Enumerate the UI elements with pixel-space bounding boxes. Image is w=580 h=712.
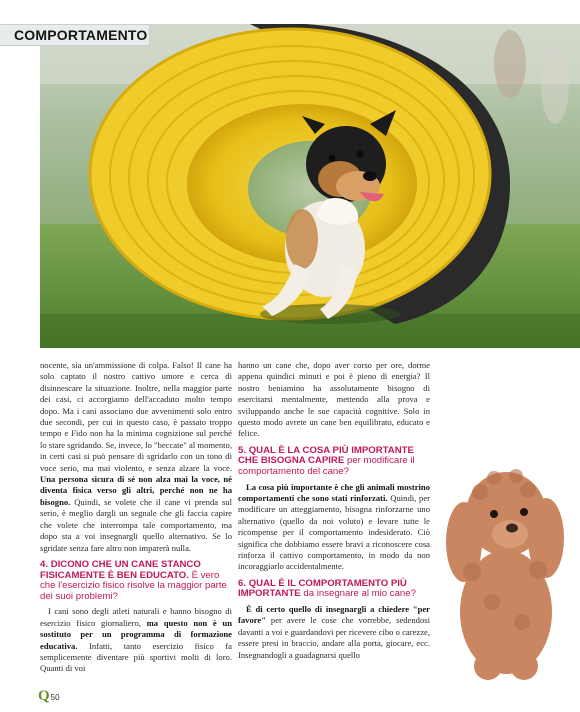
section-title: COMPORTAMENTO [14, 27, 148, 43]
question-heading-5 [238, 446, 430, 478]
paragraph: È di certo quello di insegnargli a chiedere "per favore" per avere le cose che vorrebbe, sedendosi davanti a voi e guardandovi per ricevere cibo o carezze, essere presi in braccio, andare alla porta, giocare, ecc. Insegnandogli a guadagnarsi quello [238, 604, 430, 660]
section-tab [0, 24, 150, 46]
page-footer [38, 689, 60, 703]
magazine-logo: Q [38, 688, 50, 704]
text-column-right [238, 360, 430, 661]
question-title: QUAL È LA COSA PIÙ IMPORTANTE CHE BISOGNA CAPIRE [238, 444, 414, 467]
question-subtitle: per modificare il comportamento del cane? [238, 455, 415, 478]
question-number: 4. [40, 558, 49, 570]
text-column-left [40, 360, 232, 675]
question-number: 6. [238, 577, 247, 589]
paragraph: hanno un cane che, dopo aver corso per ore, dorme appena quindici minuti e poi è pieno di energia? Il nostro beniamino ha assolutamente bisogno di esercitarsi mentalmente, mettendo alla prova e sviluppando anche le sue capacità cognitive. Solo in questo modo avrete un cane ben equilibrato, educato e felice. [238, 360, 430, 439]
question-title: QUAL È IL COMPORTAMENTO PIÙ IMPORTANTE [238, 577, 407, 600]
hero-photo-dog-agility-tunnel [40, 24, 580, 348]
paragraph: I cani sono degli atleti naturali e hanno bisogno di esercizio fisico giornaliero, ma questo non è un sostituto per un programma di formazione educativa. Infatti, tanto esercizio fisico fa semplicemente diventare più sportivi molti di loro. Quanti di voi [40, 606, 232, 674]
question-number: 5. [238, 444, 247, 456]
question-heading-6 [238, 579, 430, 600]
question-heading-4 [40, 560, 232, 602]
side-photo-poodle [432, 452, 580, 684]
question-subtitle: da insegnare al mio cane? [303, 588, 416, 600]
paragraph: La cosa più importante è che gli animali mostrino comportamenti che sono stati rinforzati. Quindi, per modificare un atteggiamento, bisogna rinforzarne uno alternativo (quello da noi voluto) e levare tutte le ricompense per il comportamento indesiderato. Ciò significa che dobbiamo essere bravi a riconoscere cosa rinforza il cattivo comportamento, in modo da non incoraggiarlo accidentalmente. [238, 481, 430, 572]
question-subtitle: È vero che l'esercizio fisico risolve la maggior parte dei suoi problemi? [40, 569, 227, 602]
page-number: 50 [50, 693, 60, 702]
question-title: DICONO CHE UN CANE STANCO FISICAMENTE È BEN EDUCATO. [40, 558, 201, 581]
paragraph: nocente, sia un'ammissione di colpa. Falso! Il cane ha solo captato il nostro cattivo umore e cerca di disinnescare la situazione. Inoltre, nella maggior parte dei casi, ci accorgiamo dell'accaduto molto tempo dopo. Ma i cani associano due avvenimenti solo entro due secondi, per cui in questo caso, è passato troppo tempo e Fido non ha la minima cognizione sul perché lo stare sgridando. Se, invece, lo "beccate" al momento, in certi casi si può pensare di sgridarlo con un tono di voce serio, ma mai violento, e senza alzare la voce. Una persona sicura di sé non alza mai la voce, né diventa fisica verso gli altri, perché non ne ha bisogno. Quindi, se volete che il cane vi prenda sul serio, è meglio dargli un segnale che gli faccia capire che volete che interrompa tale comportamento, ma dopo sta a voi insegnargli quello alternativo. Se lo sgridate senza fare altro non imparerà nulla. [40, 360, 232, 553]
